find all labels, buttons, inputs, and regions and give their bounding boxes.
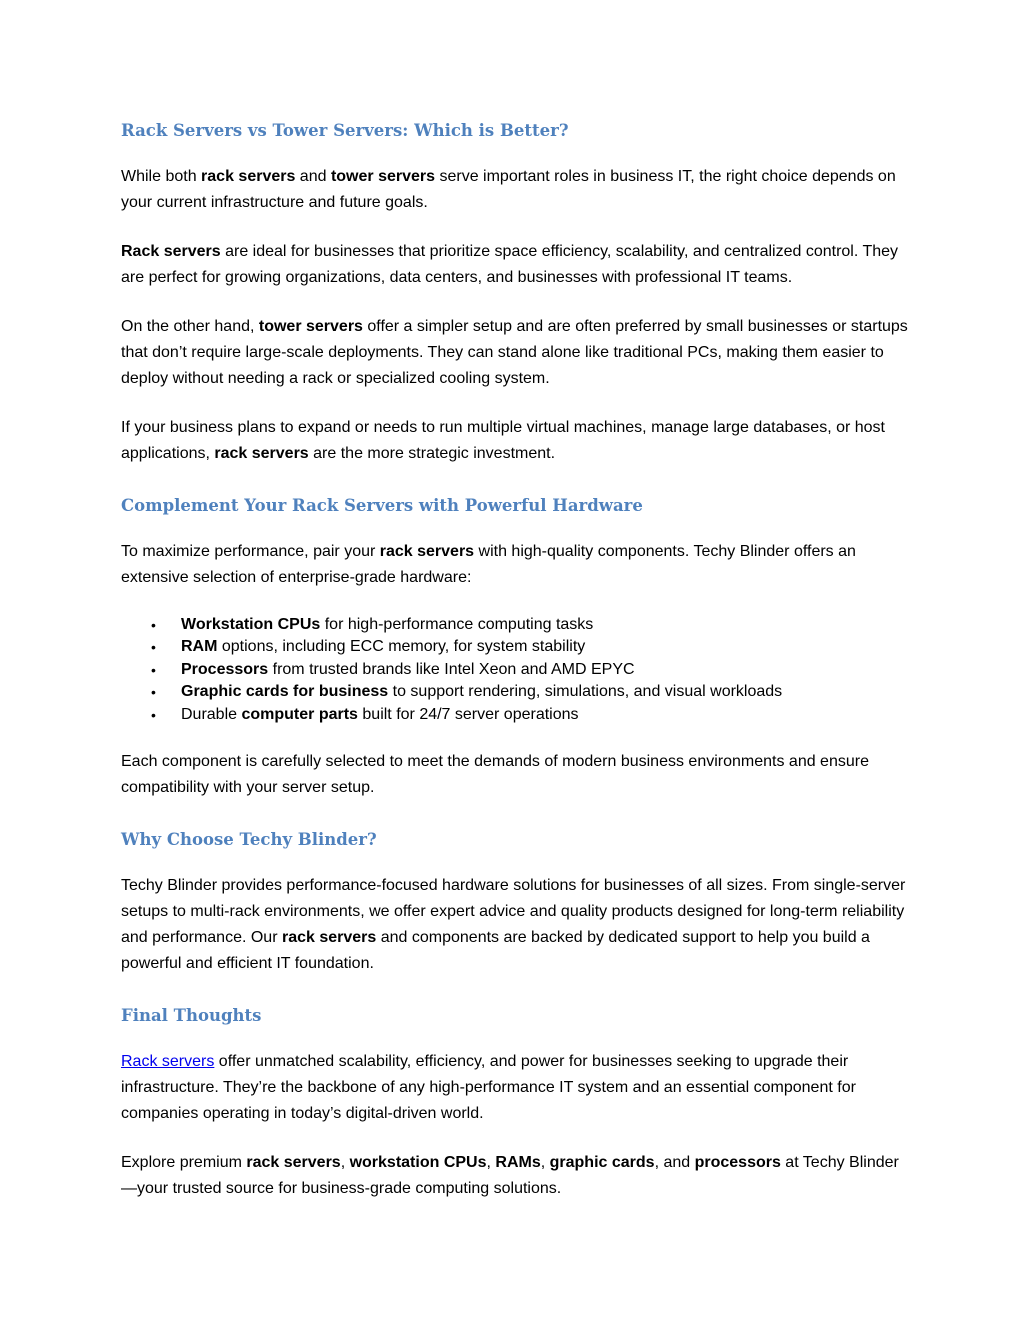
bold-term: tower servers	[258, 318, 363, 335]
bold-term: RAM	[181, 638, 218, 656]
bold-term: rack servers	[214, 445, 309, 462]
bullet-icon: •	[151, 639, 156, 656]
bold-term: rack servers	[281, 929, 377, 947]
bullet-icon: •	[151, 617, 156, 633]
body-paragraph: If your business plans to expand or needs to run multiple virtual machines, manage large databases, or host applications, rack servers are the more strategic investment.	[121, 419, 885, 462]
list-item: • Graphic cards for business to support rendering, simulations, and visual workloads	[121, 681, 911, 703]
section-heading: Why Choose Techy Blinder?	[121, 830, 377, 850]
bold-term: Processors	[181, 660, 269, 678]
rack-servers-link[interactable]: Rack servers	[121, 1053, 215, 1071]
list-item: • Durable computer parts built for 24/7 server operations	[121, 704, 911, 726]
spacer	[121, 977, 911, 1000]
section-heading: Final Thoughts	[121, 1006, 262, 1026]
body-paragraph: Rack servers offer unmatched scalability, efficiency, and power for businesses seeking to upgrade their infrastructure. They’re the backbone of any high-performance IT system and an essential component for companies operating in today’s digital-driven world.	[121, 1053, 856, 1123]
bold-term: rack servers	[379, 543, 475, 560]
body-paragraph: Each component is carefully selected to meet the demands of modern business environments and ensure compatibility with your server setup.	[121, 753, 869, 797]
body-paragraph: On the other hand, tower servers offer a simpler setup and are often preferred by small businesses or startups that don’t require large-scale deployments. They can stand alone like traditional PCs, making them easier to deploy without needing a rack or specialized cooling system.	[121, 318, 908, 387]
spacer	[121, 1032, 911, 1049]
body-paragraph: Rack servers are ideal for businesses that prioritize space efficiency, scalability, and centralized control. They are perfect for growing organizations, data centers, and businesses with professional IT teams.	[121, 243, 899, 286]
spacer	[121, 726, 911, 749]
list-item: • Processors from trusted brands like Intel Xeon and AMD EPYC	[121, 659, 911, 681]
spacer	[121, 467, 911, 490]
list-item: • RAM options, including ECC memory, for system stability	[121, 636, 911, 658]
spacer	[121, 1127, 911, 1150]
spacer	[121, 591, 911, 614]
bold-term: graphic cards	[549, 1154, 655, 1172]
bullet-icon: •	[151, 684, 156, 701]
bold-term: computer parts	[241, 705, 358, 723]
bold-term: RAMs	[495, 1154, 541, 1172]
body-paragraph: Techy Blinder provides performance-focused hardware solutions for businesses of all sizes. From single-server setups to multi-rack environments, we offer expert advice and quality products designed for long-term reliability and performance. Our rack servers and components are backed by dedicated support to help you build a powerful and efficient IT foundation.	[121, 877, 906, 973]
body-paragraph: While both rack servers and tower servers serve important roles in business IT, the right choice depends on your current infrastructure and future goals.	[121, 168, 896, 211]
section-heading: Rack Servers vs Tower Servers: Which is Better?	[121, 121, 569, 140]
spacer	[121, 392, 911, 415]
bold-term: rack servers	[246, 1154, 341, 1172]
bold-term: processors	[694, 1154, 781, 1172]
bold-term: tower servers	[330, 168, 436, 185]
spacer	[121, 801, 911, 824]
bullet-icon: •	[151, 661, 156, 678]
spacer	[121, 147, 911, 164]
spacer	[121, 291, 911, 314]
spacer	[121, 216, 911, 239]
document-page	[121, 115, 911, 1202]
bold-term: workstation CPUs	[349, 1154, 487, 1172]
bold-term: Graphic cards for business	[181, 683, 389, 701]
hardware-list	[121, 614, 911, 726]
bold-term: rack servers	[201, 168, 296, 185]
bullet-icon: •	[151, 706, 156, 723]
bold-term: Rack servers	[121, 243, 221, 260]
body-paragraph: To maximize performance, pair your rack servers with high-quality components. Techy Blinder offers an extensive selection of enterprise-grade hardware:	[121, 543, 856, 586]
list-item: • Workstation CPUs for high-performance computing tasks	[121, 614, 911, 636]
spacer	[121, 856, 911, 873]
spacer	[121, 522, 911, 539]
bold-term: Workstation CPUs	[181, 616, 321, 633]
body-paragraph: Explore premium rack servers, workstation CPUs, RAMs, graphic cards, and processors at Techy Blinder—your trusted source for business-grade computing solutions.	[121, 1154, 899, 1198]
section-heading: Complement Your Rack Servers with Powerful Hardware	[121, 496, 643, 515]
